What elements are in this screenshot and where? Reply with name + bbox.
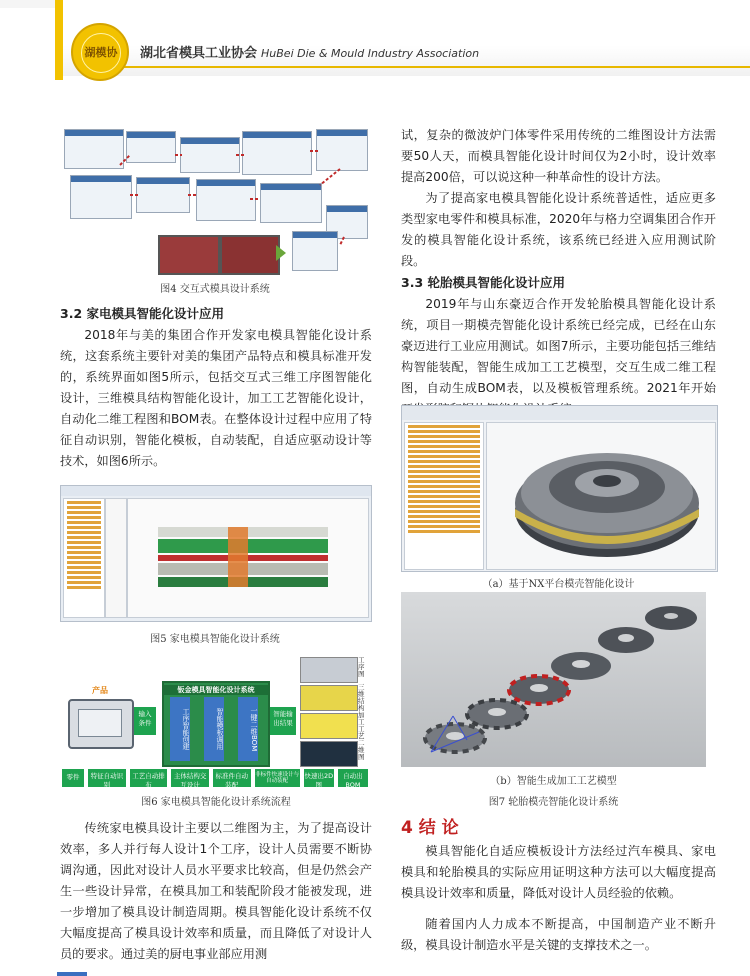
figure-5-image xyxy=(60,485,372,622)
logo-text: 湖模协 xyxy=(81,33,121,73)
fig5-3d-viewport xyxy=(127,498,369,618)
fig6-label-process: 工序图 xyxy=(358,656,365,678)
fig6-step-part: 零件 xyxy=(62,769,84,787)
fig5-navigator-tree xyxy=(63,498,105,618)
fig6-input-conditions: 输入 条件 xyxy=(134,707,156,735)
fig4-flow-arrows xyxy=(60,125,370,275)
fig6-step-feature: 特征自动识别 xyxy=(88,769,126,787)
fig6-label-machining: 加工工艺 xyxy=(358,711,365,740)
fig6-column-1: 工序智能创建 xyxy=(170,697,190,761)
fig6-output-results: 智能输 出结果 xyxy=(270,707,296,735)
page-header xyxy=(0,0,750,80)
left-paragraph-1: 2018年与美的集团合作开发家电模具智能化设计系统，这套系统主要针对美的集团产品特点和模具标准开发的，系统界面如图5所示，包括交互式三维工序图智能化设计，三维模具结构智能化设计，加工工艺智能化设计，自动化二维工程图和BOM表。在整体设计过程中应用了特征自动识别，智能化模板，自动装配，自适应驱动设计等技术，如图6所示。 xyxy=(60,328,372,468)
fig6-step-2d: 快速出2D图 xyxy=(304,769,334,787)
right-paragraph-1: 试，复杂的微波炉门体零件采用传统的二维图设计方法需要50人天，而模具智能化设计时间仅为2小时，设计效率提高200倍，可以说这种一种革命性的设计方法。 xyxy=(401,128,716,184)
fig6-right-labels xyxy=(358,657,370,767)
figure-7-caption: 图7 轮胎模壳智能化设计系统 xyxy=(488,797,619,808)
section-3-3-heading: 3.3 轮胎模具智能化设计应用 xyxy=(401,275,565,290)
association-name xyxy=(140,42,479,61)
fig6-result-panels xyxy=(300,657,356,767)
fig6-label-structure: 三维结构 xyxy=(358,683,365,712)
figure-5-caption: 图5 家电模具智能化设计系统 xyxy=(150,634,280,645)
association-name-en: HuBei Die & Mould Industry Association xyxy=(261,47,480,60)
figure-4-image xyxy=(60,125,370,275)
fig6-bottom-row xyxy=(62,769,368,787)
fig7a-3d-viewport xyxy=(486,422,716,570)
section-3-2-heading: 3.2 家电模具智能化设计应用 xyxy=(60,306,224,321)
right-paragraph-5: 随着国内人力成本不断提高，中国制造产业不断升级，模具设计制造水平是关键的支撑技术之一。 xyxy=(401,917,716,952)
figure-7a-image xyxy=(401,405,718,572)
fig6-step-structure: 主体结构交互设计 xyxy=(171,769,209,787)
left-column-text-2 xyxy=(60,818,372,965)
header-rule xyxy=(115,66,750,68)
header-band xyxy=(55,0,750,76)
right-paragraph-4: 模具智能化自适应模板设计方法经过汽车模具、家电模具和轮胎模具的实际应用证明这种方法可以大幅度提高模具设计效率和质量，降低对设计人员经验的依赖。 xyxy=(401,844,716,900)
right-column-text-1 xyxy=(401,125,716,420)
right-paragraph-2: 为了提高家电模具智能化设计系统普适性，适应更多类型家电零件和模具标准，2020年与格力空调集团合作开发的模具智能化设计系统，该系统已经进入应用测试阶段。 xyxy=(401,191,716,268)
fig6-step-bom: 自动出BOM xyxy=(338,769,368,787)
fig6-label-2d: 二维图 xyxy=(358,739,365,761)
figure-6-caption: 图6 家电模具智能化设计系统流程 xyxy=(141,797,291,808)
association-logo xyxy=(71,23,129,81)
fig5-parts-list xyxy=(105,498,127,618)
figure-7b-image xyxy=(401,592,706,767)
fig6-step-standard: 标准件自动装配 xyxy=(213,769,251,787)
fig5-die-assembly xyxy=(158,527,328,587)
fig6-column-2: 智能模板调用 xyxy=(204,697,224,761)
fig6-product-part xyxy=(68,699,134,749)
right-column-text-2 xyxy=(401,815,716,956)
left-column-text-1 xyxy=(60,303,372,472)
fig7a-navigator-tree xyxy=(404,422,484,570)
header-accent-stripe xyxy=(55,0,63,80)
right-paragraph-3: 2019年与山东豪迈合作开发轮胎模具智能化设计系统，项目一期模壳智能化设计系统已经完成，已经在山东豪迈进行工业应用测试。如图7所示，主要功能包括三维结构智能装配，智能生成加工工艺模型，交互生成二维工程图，自动生成BOM表，以及模板管理系统。2021年开始 xyxy=(401,297,716,395)
figure-7a-caption: （a）基于NX平台模壳智能化设计 xyxy=(482,579,635,590)
left-paragraph-2: 传统家电模具设计主要以二维图为主，为了提高设计效率，多人并行每人设计1个工序，设计人员需要不断协调沟通，因此对设计人员水平要求比较高，但是仍然会产生一些设计异常，在模具加工和装配阶段才能被发现，进一步增加了模具设计制造周期。模具智能化设计系统不仅大幅度提高了模具设计效率和质量，而且降低了对设计人员的要求。通过美的厨电事业部应用测 xyxy=(60,821,372,961)
fig6-step-nonstandard: 非标件快速设计与自动装配 xyxy=(255,769,300,787)
fig6-product-label: 产品 xyxy=(92,686,108,695)
page-footer-mark xyxy=(57,972,87,976)
figure-6-image xyxy=(60,655,372,790)
fig6-system-frame xyxy=(162,681,270,767)
fig6-step-process: 工艺自动排布 xyxy=(130,769,168,787)
fig7a-tire-mold-model xyxy=(487,423,715,569)
fig7b-process-models xyxy=(401,592,706,767)
association-name-cn: 湖北省模具工业协会 xyxy=(140,46,258,61)
fig6-system-title: 钣金模具智能化设计系统 xyxy=(164,685,268,695)
section-4-heading: 4 结 论 xyxy=(401,818,459,838)
figure-7b-caption: （b）智能生成加工工艺模型 xyxy=(490,776,617,787)
figure-4-caption: 图4 交互式模具设计系统 xyxy=(160,284,270,295)
fig6-column-3: 一键二维BOM xyxy=(238,697,258,761)
